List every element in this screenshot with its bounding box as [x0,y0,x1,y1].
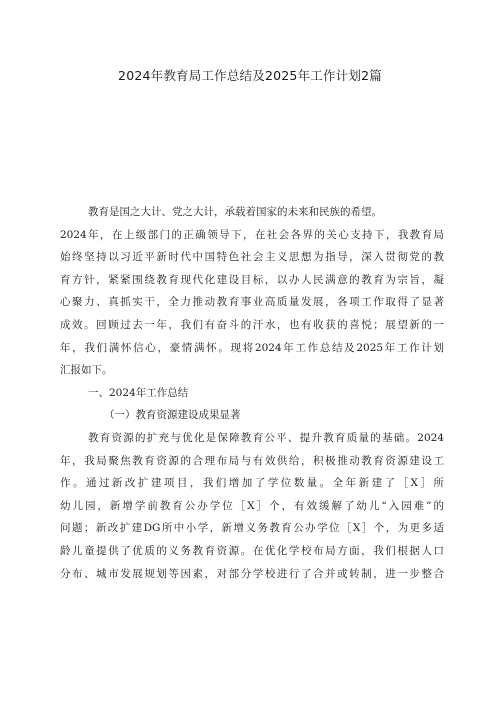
body-line: 始终坚持以习近平新时代中国特色社会主义思想为指导，深入贯彻党的教 [60,251,444,264]
body-line: 成效。回顾过去一年，我们有奋斗的汗水，也有收获的喜悦；展望新的一 [60,318,444,331]
body-line: 一、2024年工作总结 [88,386,189,399]
body-line: 年，我们满怀信心，豪情满怀。现将2024年工作总结及2025年工作计划 [60,341,444,354]
document-title: 2024年教育局工作总结及2025年工作计划2篇 [118,68,382,83]
body-line: 心聚力、真抓实干，全力推动教育事业高质量发展，各项工作取得了显著 [60,296,444,309]
body-line: 龄儿童提供了优质的义务教育资源。在优化学校布局方面，我们根据人口 [60,544,444,557]
body-line: 幼儿园，新增学前教育公办学位［X］个，有效缓解了幼儿“入园难”的 [60,499,444,512]
body-line: 育方针，紧紧围绕教育现代化建设目标，以办人民满意的教育为宗旨，凝 [60,273,444,286]
body-line: 2024年，在上级部门的正确领导下，在社会各界的关心支持下，我教育局 [60,228,444,241]
document-body [60,201,444,585]
body-line: 作。通过新改扩建项目，我们增加了学位数量。全年新建了［X］所 [60,477,444,490]
body-line: 汇报如下。 [60,364,113,377]
body-line: 教育是国之大计、党之大计，承载着国家的未来和民族的希望。 [88,206,382,218]
body-line: 问题；新改扩建DG所中小学，新增义务教育公办学位［X］个，为更多适 [60,522,444,535]
body-line: 教育资源的扩充与优化是保障教育公平、提升教育质量的基础。2024 [88,431,444,444]
body-line: （一）教育资源建设成果显著 [104,409,241,422]
body-line: 分布、城市发展规划等因素，对部分学校进行了合并或转制，进一步整合 [60,567,444,580]
body-line: 年，我局聚焦教育资源的合理布局与有效供给，积极推动教育资源建设工 [60,454,444,467]
